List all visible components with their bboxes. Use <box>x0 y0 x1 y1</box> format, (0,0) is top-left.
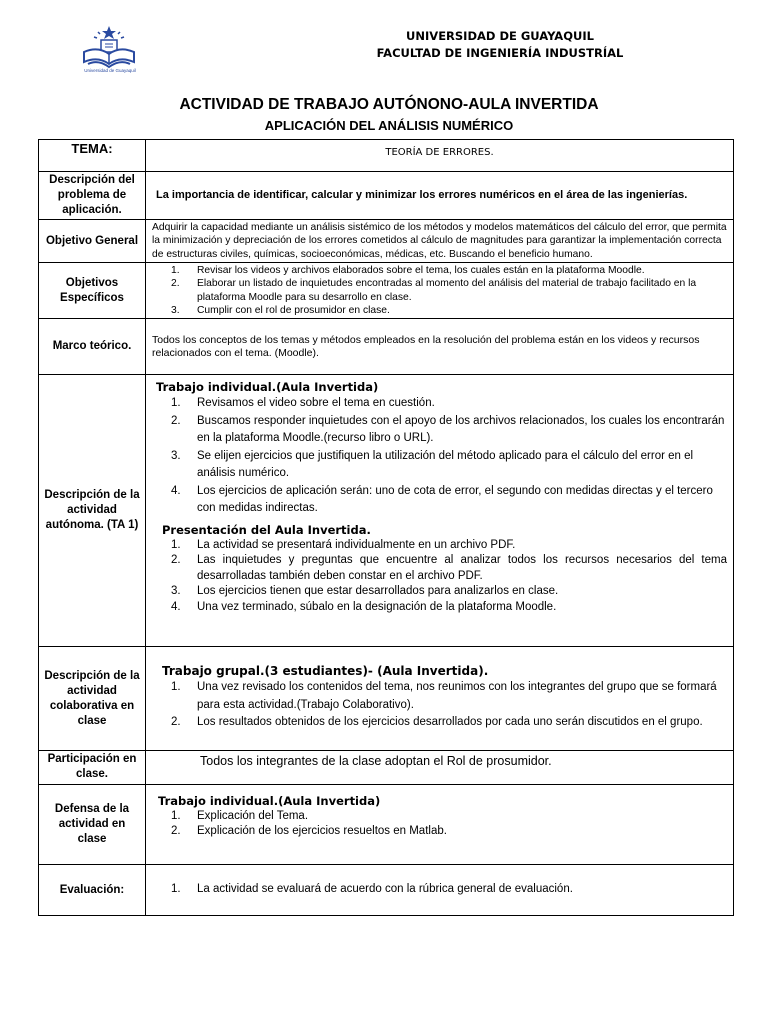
list-item: 1. La actividad se evaluará de acuerdo con la rúbrica general de evaluación. <box>171 883 573 896</box>
row-descripcion-problema <box>39 172 734 220</box>
list-item: 2. Los resultados obtenidos de los ejercicios desarrollados por cada uno serán discutidos en el grupo. <box>171 716 703 728</box>
label-descripcion-problema: Descripción del problema de aplicación. <box>39 172 146 220</box>
value-objetivo-general: Adquirir la capacidad mediante un análisis sistémico de los métodos y modelos matemáticos del cálculo del error, que permita la minimización y depreciación de los errores cometidos al cálculo de magnitudes para garantizar la implementación correcta de estructuras civiles, químicas, socioeconómicas, médicas, etc. Buscando el beneficio humano. <box>146 220 734 263</box>
objetivo-especifico-item: 3. Cumplir con el rol de prosumidor en clase. <box>171 305 390 316</box>
list-item: 3. Se elijen ejercicios que justifiquen la utilización del método aplicado para el cálculo del error en el análisis numérico. <box>171 449 694 479</box>
list-item: 2. Explicación de los ejercicios resueltos en Matlab. <box>171 825 447 837</box>
row-objetivos-especificos <box>39 263 734 319</box>
label-defensa: Defensa de la actividad en clase <box>39 785 146 865</box>
institution-header <box>350 28 650 62</box>
document-subtitle: APLICACIÓN DEL ANÁLISIS NUMÉRICO <box>264 118 514 133</box>
logo-caption: Universidad de Guayaquil <box>84 68 136 73</box>
label-objetivos-especificos: Objetivos Específicos <box>39 263 146 319</box>
faculty-name: FACULTAD DE INGENIERÍA INDUSTRÍAL <box>376 46 624 60</box>
value-defensa <box>146 785 734 865</box>
value-actividad-autonoma <box>146 375 734 647</box>
row-evaluacion <box>39 865 734 916</box>
label-objetivo-general: Objetivo General <box>39 220 146 263</box>
value-actividad-colaborativa <box>146 647 734 751</box>
list-item: 4. Los ejercicios de aplicación serán: uno de cota de error, el segundo con medidas directas y el tercero con medidas indirectas. <box>171 484 713 514</box>
section-trabajo-grupal: Trabajo grupal.(3 estudiantes)- (Aula Invertida). <box>162 664 489 678</box>
row-defensa <box>39 785 734 865</box>
label-marco-teorico: Marco teórico. <box>39 319 146 375</box>
label-tema: TEMA: <box>39 140 146 172</box>
row-objetivo-general <box>39 220 734 263</box>
list-item: 4. Una vez terminado, súbalo en la designación de la plataforma Moodle. <box>171 600 557 613</box>
row-marco-teorico <box>39 319 734 375</box>
row-actividad-colaborativa <box>39 647 734 751</box>
row-tema <box>39 140 734 172</box>
list-item: 1. Revisamos el video sobre el tema en cuestión. <box>171 397 435 409</box>
label-actividad-colaborativa: Descripción de la actividad colaborativa en clase <box>39 647 146 751</box>
objetivo-especifico-item: 2. Elaborar un listado de inquietudes encontradas al momento del análisis del material de trabajo facilitado en la plataforma Moodle para su desarrollo en clase. <box>171 278 697 303</box>
list-item: 3. Los ejercicios tienen que estar desarrollados para analizarlos en clase. <box>171 585 559 597</box>
list-item: 1. La actividad se presentará individualmente en un archivo PDF. <box>171 538 516 551</box>
list-item: 1. Explicación del Tema. <box>171 810 309 822</box>
objetivo-especifico-item: 1. Revisar los videos y archivos elaborados sobre el tema, los cuales están en la plataforma Moodle. <box>171 264 645 276</box>
list-item: 1. Una vez revisado los contenidos del tema, nos reunimos con los integrantes del grupo que se formará para esta actividad.(Trabajo Colaborativo). <box>171 681 717 711</box>
section-presentacion: Presentación del Aula Invertida. <box>162 522 371 537</box>
section-trabajo-individual-defensa: Trabajo individual.(Aula Invertida) <box>158 794 381 808</box>
value-marco-teorico: Todos los conceptos de los temas y métodos empleados en la resolución del problema están en los videos y recursos relacionados con el tema. (Moodle). <box>146 319 734 375</box>
list-item: 2. Las inquietudes y preguntas que encuentre al analizar todos los recursos necesarios del tema desarrolladas también deben constar en el archivo PDF. <box>171 554 727 582</box>
label-participacion: Participación en clase. <box>39 751 146 785</box>
row-participacion <box>39 751 734 785</box>
value-tema: TEORÍA DE ERRORES. <box>146 140 734 172</box>
value-objetivos-especificos <box>146 263 734 319</box>
document-title: ACTIVIDAD DE TRABAJO AUTÓNONO-AULA INVERTIDA <box>179 96 599 113</box>
label-actividad-autonoma: Descripción de la actividad autónoma. (TA 1) <box>39 375 146 647</box>
value-descripcion-problema: La importancia de identificar, calcular y minimizar los errores numéricos en el área de las ingenierías. <box>146 172 734 220</box>
value-evaluacion <box>146 865 734 916</box>
label-evaluacion: Evaluación: <box>39 865 146 916</box>
section-trabajo-individual: Trabajo individual.(Aula Invertida) <box>156 380 379 394</box>
row-actividad-autonoma <box>39 375 734 647</box>
list-item: 2. Buscamos responder inquietudes con el apoyo de los archivos relacionados, los cuales los encontrarán en la plataforma Moodle.(recurso libro o URL). <box>171 414 725 444</box>
activity-table <box>38 139 734 916</box>
university-name: UNIVERSIDAD DE GUAYAQUIL <box>406 29 594 43</box>
value-participacion: Todos los integrantes de la clase adoptan el Rol de prosumidor. <box>146 751 734 785</box>
